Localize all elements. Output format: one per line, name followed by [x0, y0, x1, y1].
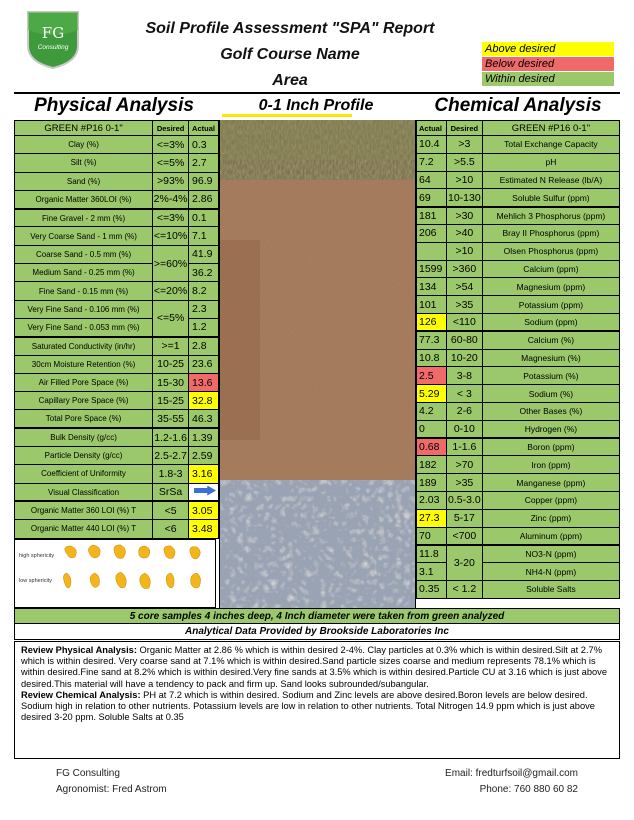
physical-row-desired: 2%-4%	[153, 190, 189, 208]
samples-banner: 5 core samples 4 inches deep, 4 Inch diameter were taken from green analyzed	[14, 608, 620, 624]
physical-row-desired: <=20%	[153, 282, 189, 300]
chemical-row-name: Boron (ppm)	[482, 438, 619, 456]
chemical-row-desired: 60-80	[446, 331, 482, 349]
physical-row-actual: 36.2	[189, 264, 219, 282]
chemical-row-desired: < 3	[446, 385, 482, 403]
chemical-row-actual: 11.8	[417, 545, 447, 563]
footer-phone: Phone: 760 880 60 82	[479, 784, 578, 795]
physical-row-actual: 3.16	[189, 465, 219, 483]
lab-banner: Analytical Data Provided by Brookside Laboratories Inc	[14, 624, 620, 640]
physical-row-desired: SrSa	[153, 483, 189, 501]
physical-row-actual: 23.6	[189, 355, 219, 373]
high-sphericity-label: high sphericity	[19, 553, 55, 559]
chemical-row-desired: >360	[446, 260, 482, 278]
review-physical-label: Review Physical Analysis:	[21, 645, 137, 655]
physical-row-desired: >=60%	[153, 245, 189, 282]
chemical-row	[417, 349, 620, 367]
physical-row-name: Coarse Sand - 0.5 mm (%)	[15, 245, 153, 263]
chemical-row-name: Copper (ppm)	[482, 491, 619, 509]
chemical-row	[417, 527, 620, 545]
area-name: Area	[272, 72, 308, 89]
chemical-row-desired: 10-130	[446, 189, 482, 207]
chemical-row	[417, 189, 620, 207]
chemical-row-name: Zinc (ppm)	[482, 509, 619, 527]
chemical-header-row	[417, 121, 620, 136]
physical-row-name: Organic Matter 440 LOI (%) T	[15, 520, 153, 538]
physical-row-actual: 46.3	[189, 410, 219, 428]
physical-row	[15, 410, 219, 428]
physical-row-name: Fine Gravel - 2 mm (%)	[15, 209, 153, 227]
chemical-row-name: Olsen Phosphorus (ppm)	[482, 242, 619, 260]
physical-header-row	[15, 121, 219, 136]
course-name: Golf Course Name	[220, 46, 360, 63]
physical-row	[15, 355, 219, 373]
chemical-row-actual: 4.2	[417, 402, 447, 420]
chemical-row-name: Hydrogen (%)	[482, 420, 619, 438]
physical-row	[15, 209, 219, 227]
chemical-row	[417, 580, 620, 598]
chemical-row-name: Estimated N Release (lb/A)	[482, 171, 619, 189]
chemical-row-actual: 126	[417, 313, 447, 331]
physical-row-name: Capillary Pore Space (%)	[15, 392, 153, 410]
report-title: Soil Profile Assessment "SPA" Report	[145, 20, 435, 37]
physical-row-actual: 0.1	[189, 209, 219, 227]
chemical-analysis-table	[416, 120, 620, 599]
physical-row-desired: >93%	[153, 172, 189, 190]
physical-row	[15, 483, 219, 501]
chemical-row-desired: 5-17	[446, 509, 482, 527]
chemical-row-actual: 0.68	[417, 438, 447, 456]
physical-row-name: 30cm Moisture Retention (%)	[15, 355, 153, 373]
chemical-row-desired: >40	[446, 224, 482, 242]
chemical-row	[417, 296, 620, 314]
chemical-row-name: pH	[482, 153, 619, 171]
physical-row	[15, 501, 219, 519]
physical-row-desired: 10-25	[153, 355, 189, 373]
chemical-row-actual: 69	[417, 189, 447, 207]
chemical-row	[417, 153, 620, 171]
chemical-row	[417, 207, 620, 225]
physical-row-name: Very Coarse Sand - 1 mm (%)	[15, 227, 153, 245]
chemical-row	[417, 545, 620, 563]
chemical-row-name: Iron (ppm)	[482, 456, 619, 474]
physical-row	[15, 245, 219, 263]
chemical-row-name: NO3-N (ppm)	[482, 545, 619, 563]
chemical-row-desired: >35	[446, 296, 482, 314]
chemical-row-desired: >30	[446, 207, 482, 225]
chemical-row-actual: 181	[417, 207, 447, 225]
review-chemical-label: Review Chemical Analysis:	[21, 689, 141, 700]
physical-row-desired: 2.5-2.7	[153, 447, 189, 465]
physical-row-desired: <=3%	[153, 209, 189, 227]
physical-row	[15, 264, 219, 282]
physical-row-actual: 1.2	[189, 318, 219, 336]
physical-row-actual: 2.59	[189, 447, 219, 465]
physical-row	[15, 282, 219, 300]
chemical-row-name: Manganese (ppm)	[482, 474, 619, 492]
chemical-row	[417, 278, 620, 296]
physical-row-actual: 41.9	[189, 245, 219, 263]
chemical-row-actual: 77.3	[417, 331, 447, 349]
chemical-row-desired: >54	[446, 278, 482, 296]
physical-row	[15, 447, 219, 465]
chemical-row-desired: 0-10	[446, 420, 482, 438]
physical-row-desired: <=10%	[153, 227, 189, 245]
physical-row-name: Air Filled Pore Space (%)	[15, 373, 153, 391]
physical-row	[15, 465, 219, 483]
legend-within: Within desired	[482, 72, 614, 87]
review-chemical-text: PH at 7.2 which is within desired. Sodium and Zinc levels are above desired.Boron levels are below desired. Sodium high in relation to other nutrients. Potassium levels are low in relation to other nutrients. Total Nitrogen 14.9 ppm which is just above desired 3-20 ppm. Soluble Salts at 0.35	[21, 689, 595, 723]
chemical-row	[417, 242, 620, 260]
chemical-row-actual: 1599	[417, 260, 447, 278]
physical-header-name: GREEN #P16 0-1"	[15, 121, 153, 136]
chemical-row-actual: 182	[417, 456, 447, 474]
chemical-row-actual: 10.4	[417, 136, 447, 154]
physical-row-actual: 32.8	[189, 392, 219, 410]
chemical-row-desired: 2-6	[446, 402, 482, 420]
arrow-right-icon	[194, 486, 216, 496]
physical-analysis-heading: Physical Analysis	[34, 95, 194, 116]
chemical-row-name: Potassium (ppm)	[482, 296, 619, 314]
physical-row-actual: 3.05	[189, 501, 219, 519]
chemical-header-name: GREEN #P16 0-1"	[482, 121, 619, 136]
physical-row-name: Organic Matter 360LOI (%)	[15, 190, 153, 208]
chemical-analysis-heading: Chemical Analysis	[434, 95, 602, 116]
physical-row	[15, 373, 219, 391]
physical-row-desired: <=3%	[153, 136, 189, 154]
physical-row-name: Very Fine Sand - 0.106 mm (%)	[15, 300, 153, 318]
soil-profile-image	[219, 120, 416, 608]
chemical-row-name: Sodium (%)	[482, 385, 619, 403]
physical-row-desired: 1.2-1.6	[153, 428, 189, 446]
chemical-row-desired: >3	[446, 136, 482, 154]
chemical-row-desired: >35	[446, 474, 482, 492]
physical-row-name: Visual Classification	[15, 483, 153, 501]
physical-row	[15, 172, 219, 190]
chemical-row-actual: 64	[417, 171, 447, 189]
chemical-row-desired: 3-20	[446, 545, 482, 581]
physical-row-desired: <=5%	[153, 154, 189, 172]
chemical-row-actual: 27.3	[417, 509, 447, 527]
physical-row-name: Very Fine Sand - 0.053 mm (%)	[15, 318, 153, 336]
physical-row	[15, 190, 219, 208]
physical-row-desired: 15-25	[153, 392, 189, 410]
chemical-row-actual: 7.2	[417, 153, 447, 171]
chemical-header-actual: Actual	[417, 121, 447, 136]
physical-row-actual: 96.9	[189, 172, 219, 190]
review-physical-text: Organic Matter at 2.86 % which is within desired 2-4%. Clay particles at 0.3% which is within desired.Silt at 2.7% which is within desired. Very coarse sand at 7.1% which is within desired.Sand particle sizes coarse and medium represents 78.1% which is within desired.Fine sand at 8.2% which is within desired.Very fine sands at 3.5% which is within desired.Particle CU at 3.16 which is just above desired.This material will have a tendency to pack and firm up. Sand looks subrounded/subangular.	[21, 645, 607, 689]
chemical-row-name: Soluble Salts	[482, 580, 619, 598]
physical-row-name: Total Pore Space (%)	[15, 410, 153, 428]
physical-row-desired: <5	[153, 501, 189, 519]
chemical-row-name: Calcium (ppm)	[482, 260, 619, 278]
chemical-row	[417, 136, 620, 154]
review-text	[14, 641, 620, 759]
physical-row-desired: <6	[153, 520, 189, 538]
chemical-row-name: Magnesium (%)	[482, 349, 619, 367]
chemical-row	[417, 509, 620, 527]
chemical-row-name: Mehlich 3 Phosphorus (ppm)	[482, 207, 619, 225]
chemical-row-name: NH4-N (ppm)	[482, 563, 619, 581]
physical-row	[15, 318, 219, 336]
chemical-row	[417, 367, 620, 385]
chemical-row	[417, 420, 620, 438]
chemical-row-desired: 10-20	[446, 349, 482, 367]
physical-row	[15, 428, 219, 446]
chemical-row-actual: 0	[417, 420, 447, 438]
physical-row-desired: 15-30	[153, 373, 189, 391]
color-legend	[482, 42, 614, 87]
physical-row	[15, 136, 219, 154]
chemical-row-actual: 10.8	[417, 349, 447, 367]
physical-row-desired: 1.8-3	[153, 465, 189, 483]
sphericity-grains	[15, 540, 217, 609]
physical-row-actual: 2.8	[189, 337, 219, 355]
physical-row-actual: 1.39	[189, 428, 219, 446]
footer-left	[56, 766, 167, 798]
physical-row	[15, 227, 219, 245]
physical-row-actual: 2.86	[189, 190, 219, 208]
chemical-row-desired: < 1.2	[446, 580, 482, 598]
chemical-row-actual: 189	[417, 474, 447, 492]
chemical-row	[417, 331, 620, 349]
chemical-row-desired: >10	[446, 171, 482, 189]
chemical-row-name: Potassium (%)	[482, 367, 619, 385]
physical-analysis-table	[14, 120, 219, 539]
chemical-row-name: Total Exchange Capacity	[482, 136, 619, 154]
chemical-row-actual: 70	[417, 527, 447, 545]
physical-row-name: Fine Sand - 0.15 mm (%)	[15, 282, 153, 300]
physical-row-name: Sand (%)	[15, 172, 153, 190]
physical-row-name: Saturated Conductivity (in/hr)	[15, 337, 153, 355]
physical-header-actual: Actual	[189, 121, 219, 136]
chemical-row	[417, 260, 620, 278]
chemical-row	[417, 385, 620, 403]
logo-text-fg: FG	[41, 24, 65, 42]
footer-agronomist: Agronomist: Fred Astrom	[56, 784, 167, 795]
chemical-row-desired: <700	[446, 527, 482, 545]
footer-company: FG Consulting	[56, 768, 120, 779]
chemical-row-desired: >10	[446, 242, 482, 260]
physical-row-actual: 0.3	[189, 136, 219, 154]
chemical-row-desired: <110	[446, 313, 482, 331]
chemical-row	[417, 438, 620, 456]
chemical-row	[417, 224, 620, 242]
physical-row-actual: 13.6	[189, 373, 219, 391]
chemical-row	[417, 313, 620, 331]
sphericity-chart	[14, 539, 216, 608]
physical-row-actual: 3.48	[189, 520, 219, 538]
legend-below: Below desired	[482, 57, 614, 72]
profile-heading-underline	[222, 114, 352, 117]
chemical-row-desired: 0.5-3.0	[446, 491, 482, 509]
physical-row-name: Particle Density (g/cc)	[15, 447, 153, 465]
chemical-row-name: Magnesium (ppm)	[482, 278, 619, 296]
chemical-row	[417, 456, 620, 474]
physical-row-name: Organic Matter 360 LOI (%) T	[15, 501, 153, 519]
chemical-row	[417, 491, 620, 509]
physical-row	[15, 154, 219, 172]
chemical-row-actual: 101	[417, 296, 447, 314]
footer-right	[445, 766, 578, 798]
chemical-row-name: Sodium (ppm)	[482, 313, 619, 331]
physical-row-name: Coefficient of Uniformity	[15, 465, 153, 483]
chemical-row	[417, 474, 620, 492]
physical-row-name: Bulk Density (g/cc)	[15, 428, 153, 446]
physical-row-name: Medium Sand - 0.25 mm (%)	[15, 264, 153, 282]
legend-above: Above desired	[482, 42, 614, 57]
physical-row-desired: 35-55	[153, 410, 189, 428]
physical-row	[15, 337, 219, 355]
physical-row-actual: 7.1	[189, 227, 219, 245]
chemical-row-name: Soluble Sulfur (ppm)	[482, 189, 619, 207]
profile-heading: 0-1 Inch Profile	[258, 97, 374, 114]
chemical-row-actual: 0.35	[417, 580, 447, 598]
chemical-row-name: Calcium (%)	[482, 331, 619, 349]
chemical-row-name: Aluminum (ppm)	[482, 527, 619, 545]
physical-row	[15, 392, 219, 410]
physical-row-actual: 2.7	[189, 154, 219, 172]
physical-row-actual: 8.2	[189, 282, 219, 300]
chemical-row-actual: 2.03	[417, 491, 447, 509]
physical-header-desired: Desired	[153, 121, 189, 136]
low-sphericity-label: low sphericity	[19, 578, 53, 584]
chemical-row-actual: 206	[417, 224, 447, 242]
chemical-row-actual: 3.1	[417, 563, 447, 581]
logo-text-consulting: Consulting	[37, 44, 69, 51]
chemical-row-actual: 134	[417, 278, 447, 296]
chemical-row-name: Bray II Phosphorus (ppm)	[482, 224, 619, 242]
chemical-row-name: Other Bases (%)	[482, 402, 619, 420]
chemical-row-desired: 1-1.6	[446, 438, 482, 456]
chemical-header-desired: Desired	[446, 121, 482, 136]
physical-row-name: Silt (%)	[15, 154, 153, 172]
fg-consulting-logo	[24, 10, 82, 70]
soil-profile-texture	[220, 120, 416, 608]
chemical-row-desired: >5.5	[446, 153, 482, 171]
footer-email[interactable]: Email: fredturfsoil@gmail.com	[445, 768, 578, 779]
physical-row-desired: <=5%	[153, 300, 189, 337]
chemical-row-actual: 5.29	[417, 385, 447, 403]
physical-row	[15, 520, 219, 538]
chemical-row-actual	[417, 242, 447, 260]
chemical-row-actual: 2.5	[417, 367, 447, 385]
chemical-row	[417, 402, 620, 420]
physical-row	[15, 300, 219, 318]
physical-row-desired: >=1	[153, 337, 189, 355]
chemical-row-desired: >70	[446, 456, 482, 474]
physical-row-actual	[189, 483, 219, 501]
chemical-row	[417, 171, 620, 189]
physical-row-name: Clay (%)	[15, 136, 153, 154]
physical-row-actual: 2.3	[189, 300, 219, 318]
chemical-row-desired: 3-8	[446, 367, 482, 385]
